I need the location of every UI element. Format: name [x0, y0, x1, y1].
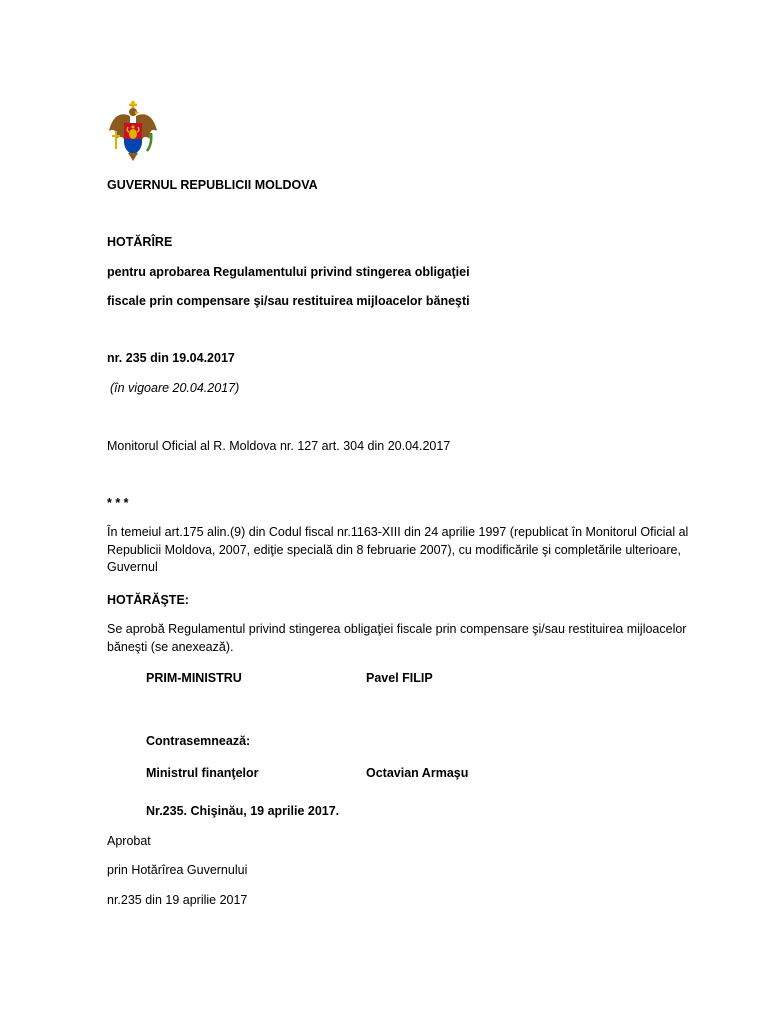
official-monitor-reference: Monitorul Oficial al R. Moldova nr. 127 art. 304 din 20.04.2017 — [107, 439, 451, 453]
document-title-line-1: pentru aprobarea Regulamentului privind stingerea obligaţiei — [107, 265, 470, 279]
coat-of-arms-icon — [106, 101, 160, 163]
document-title-line-2: fiscale prin compensare şi/sau restituirea mijloacelor băneşti — [107, 294, 470, 308]
prime-minister-title: PRIM-MINISTRU — [146, 671, 242, 685]
government-name: GUVERNUL REPUBLICII MOLDOVA — [107, 178, 318, 192]
approved-by-decision: prin Hotărîrea Guvernului — [107, 863, 248, 877]
decides-heading: HOTĂRĂŞTE: — [107, 593, 189, 607]
document-number-date: nr. 235 din 19.04.2017 — [107, 351, 235, 365]
approved-label: Aprobat — [107, 834, 151, 848]
place-and-date: Nr.235. Chişinău, 19 aprilie 2017. — [146, 804, 340, 818]
section-separator: * * * — [107, 496, 129, 510]
prime-minister-name: Pavel FILIP — [366, 671, 433, 685]
countersign-label: Contrasemnează: — [146, 734, 251, 748]
approved-decision-number: nr.235 din 19 aprilie 2017 — [107, 893, 248, 907]
finance-minister-title: Ministrul finanţelor — [146, 766, 259, 780]
finance-minister-name: Octavian Armaşu — [366, 766, 469, 780]
decision-paragraph: Se aprobă Regulamentul privind stingerea obligaţiei fiscale prin compensare şi/sau restituirea mijloacelor băneşti (se anexează). — [107, 622, 687, 654]
preamble-paragraph: În temeiul art.175 alin.(9) din Codul fiscal nr.1163-XIII din 24 aprilie 1997 (republicat în Monitorul Oficial al Republicii Moldova, 2007, ediţie specială din 8 februarie 2007), cu modificările şi completările ulterioare, Guvernul — [107, 525, 689, 574]
in-force-date: (în vigoare 20.04.2017) — [110, 381, 240, 395]
document-type: HOTĂRÎRE — [107, 235, 173, 249]
